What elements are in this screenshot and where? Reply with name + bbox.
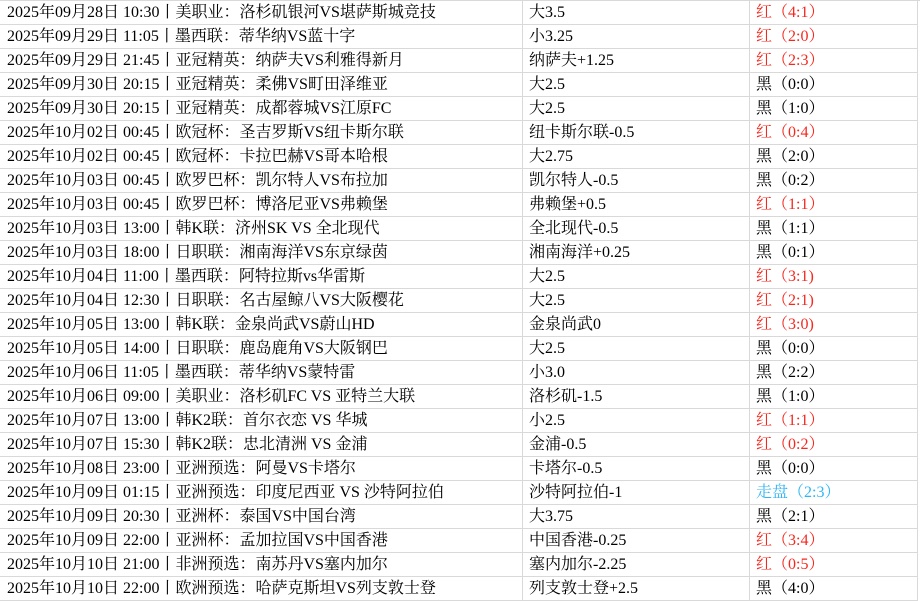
table-row: [0, 169, 920, 193]
result-cell[interactable]: 红（0:2）: [750, 433, 918, 457]
table-row: [0, 121, 920, 145]
table-row: [0, 529, 920, 553]
handicap-cell[interactable]: 弗赖堡+0.5: [523, 193, 750, 217]
table-row: [0, 361, 920, 385]
match-cell[interactable]: 2025年09月28日 10:30丨美职业：洛杉矶银河VS堪萨斯城竞技: [0, 1, 523, 25]
result-cell[interactable]: 红（0:4）: [750, 121, 918, 145]
result-cell[interactable]: 黑（0:0）: [750, 337, 918, 361]
match-cell[interactable]: 2025年10月03日 00:45丨欧罗巴杯：凯尔特人VS布拉加: [0, 169, 523, 193]
match-cell[interactable]: 2025年10月09日 01:15丨亚洲预选：印度尼西亚 VS 沙特阿拉伯: [0, 481, 523, 505]
table-row: [0, 241, 920, 265]
handicap-cell[interactable]: 大2.5: [523, 289, 750, 313]
result-cell[interactable]: 黑（1:0）: [750, 385, 918, 409]
table-row: [0, 217, 920, 241]
match-cell[interactable]: 2025年10月02日 00:45丨欧冠杯：圣吉罗斯VS纽卡斯尔联: [0, 121, 523, 145]
result-cell[interactable]: 红（3:1): [750, 265, 918, 289]
handicap-cell[interactable]: 大2.5: [523, 265, 750, 289]
handicap-cell[interactable]: 大2.75: [523, 145, 750, 169]
result-cell[interactable]: 红（1:1）: [750, 409, 918, 433]
table-row: [0, 553, 920, 577]
table-row: [0, 409, 920, 433]
handicap-cell[interactable]: 大3.75: [523, 505, 750, 529]
result-cell[interactable]: 黑（2:0）: [750, 145, 918, 169]
handicap-cell[interactable]: 小2.5: [523, 409, 750, 433]
result-cell[interactable]: 黑（1:0）: [750, 97, 918, 121]
table-row: [0, 481, 920, 505]
match-cell[interactable]: 2025年10月02日 00:45丨欧冠杯：卡拉巴赫VS哥本哈根: [0, 145, 523, 169]
match-cell[interactable]: 2025年10月10日 21:00丨非洲预选：南苏丹VS塞内加尔: [0, 553, 523, 577]
handicap-cell[interactable]: 金浦-0.5: [523, 433, 750, 457]
handicap-cell[interactable]: 卡塔尔-0.5: [523, 457, 750, 481]
match-cell[interactable]: 2025年10月05日 13:00丨韩K联：金泉尚武VS蔚山HD: [0, 313, 523, 337]
result-cell[interactable]: 红（1:1）: [750, 193, 918, 217]
table-row: [0, 193, 920, 217]
match-cell[interactable]: 2025年10月05日 14:00丨日职联：鹿岛鹿角VS大阪钢巴: [0, 337, 523, 361]
match-cell[interactable]: 2025年09月29日 21:45丨亚冠精英：纳萨夫VS利雅得新月: [0, 49, 523, 73]
handicap-cell[interactable]: 金泉尚武0: [523, 313, 750, 337]
handicap-cell[interactable]: 大2.5: [523, 97, 750, 121]
match-cell[interactable]: 2025年10月03日 13:00丨韩K联：济州SK VS 全北现代: [0, 217, 523, 241]
table-row: [0, 289, 920, 313]
table-row: [0, 505, 920, 529]
table-row: [0, 433, 920, 457]
match-cell[interactable]: 2025年10月06日 09:00丨美职业：洛杉矶FC VS 亚特兰大联: [0, 385, 523, 409]
table-row: [0, 73, 920, 97]
handicap-cell[interactable]: 凯尔特人-0.5: [523, 169, 750, 193]
result-cell[interactable]: 红（0:5）: [750, 553, 918, 577]
table-row: [0, 265, 920, 289]
result-cell[interactable]: 黑（0:2）: [750, 169, 918, 193]
match-cell[interactable]: 2025年09月30日 20:15丨亚冠精英：成都蓉城VS江原FC: [0, 97, 523, 121]
handicap-cell[interactable]: 大3.5: [523, 1, 750, 25]
match-cell[interactable]: 2025年10月08日 23:00丨亚洲预选：阿曼VS卡塔尔: [0, 457, 523, 481]
result-cell[interactable]: 红（2:0）: [750, 25, 918, 49]
table-row: [0, 25, 920, 49]
match-cell[interactable]: 2025年10月07日 13:00丨韩K2联：首尔衣恋 VS 华城: [0, 409, 523, 433]
result-cell[interactable]: 红（2:3）: [750, 49, 918, 73]
match-cell[interactable]: 2025年10月03日 18:00丨日职联：湘南海洋VS东京绿茵: [0, 241, 523, 265]
table-row: [0, 577, 920, 601]
handicap-cell[interactable]: 小3.25: [523, 25, 750, 49]
result-cell[interactable]: 红（3:4）: [750, 529, 918, 553]
match-cell[interactable]: 2025年09月30日 20:15丨亚冠精英：柔佛VS町田泽维亚: [0, 73, 523, 97]
table-row: [0, 457, 920, 481]
handicap-cell[interactable]: 全北现代-0.5: [523, 217, 750, 241]
match-cell[interactable]: 2025年10月04日 11:00丨墨西联：阿特拉斯vs华雷斯: [0, 265, 523, 289]
result-cell[interactable]: 红（3:0): [750, 313, 918, 337]
handicap-cell[interactable]: 纳萨夫+1.25: [523, 49, 750, 73]
handicap-cell[interactable]: 中国香港-0.25: [523, 529, 750, 553]
match-cell[interactable]: 2025年10月09日 20:30丨亚洲杯：泰国VS中国台湾: [0, 505, 523, 529]
result-cell[interactable]: 红（2:1): [750, 289, 918, 313]
handicap-cell[interactable]: 大2.5: [523, 337, 750, 361]
handicap-cell[interactable]: 列支敦士登+2.5: [523, 577, 750, 601]
handicap-cell[interactable]: 沙特阿拉伯-1: [523, 481, 750, 505]
result-cell[interactable]: 黑（1:1）: [750, 217, 918, 241]
result-cell[interactable]: 黑（0:1）: [750, 241, 918, 265]
handicap-cell[interactable]: 洛杉矶-1.5: [523, 385, 750, 409]
table-row: [0, 49, 920, 73]
table-row: [0, 145, 920, 169]
match-cell[interactable]: 2025年10月03日 00:45丨欧罗巴杯：博洛尼亚VS弗赖堡: [0, 193, 523, 217]
handicap-cell[interactable]: 湘南海洋+0.25: [523, 241, 750, 265]
match-cell[interactable]: 2025年10月10日 22:00丨欧洲预选：哈萨克斯坦VS列支敦士登: [0, 577, 523, 601]
handicap-cell[interactable]: 塞内加尔-2.25: [523, 553, 750, 577]
result-cell[interactable]: 黑（0:0）: [750, 73, 918, 97]
handicap-cell[interactable]: 纽卡斯尔联-0.5: [523, 121, 750, 145]
table-row: [0, 1, 920, 25]
table-row: [0, 97, 920, 121]
result-cell[interactable]: 黑（0:0）: [750, 457, 918, 481]
result-cell[interactable]: 黑（2:1）: [750, 505, 918, 529]
table-row: [0, 337, 920, 361]
result-cell[interactable]: 红（4:1）: [750, 1, 918, 25]
match-cell[interactable]: 2025年10月04日 12:30丨日职联：名古屋鲸八VS大阪樱花: [0, 289, 523, 313]
result-cell[interactable]: 黑（2:2）: [750, 361, 918, 385]
match-cell[interactable]: 2025年10月07日 15:30丨韩K2联：忠北清洲 VS 金浦: [0, 433, 523, 457]
table-row: [0, 313, 920, 337]
match-cell[interactable]: 2025年09月29日 11:05丨墨西联：蒂华纳VS蓝十字: [0, 25, 523, 49]
handicap-cell[interactable]: 大2.5: [523, 73, 750, 97]
table-row: [0, 385, 920, 409]
result-cell[interactable]: 黑（4:0）: [750, 577, 918, 601]
result-cell[interactable]: 走盘（2:3）: [750, 481, 918, 505]
match-cell[interactable]: 2025年10月09日 22:00丨亚洲杯：孟加拉国VS中国香港: [0, 529, 523, 553]
handicap-cell[interactable]: 小3.0: [523, 361, 750, 385]
match-cell[interactable]: 2025年10月06日 11:05丨墨西联：蒂华纳VS蒙特雷: [0, 361, 523, 385]
